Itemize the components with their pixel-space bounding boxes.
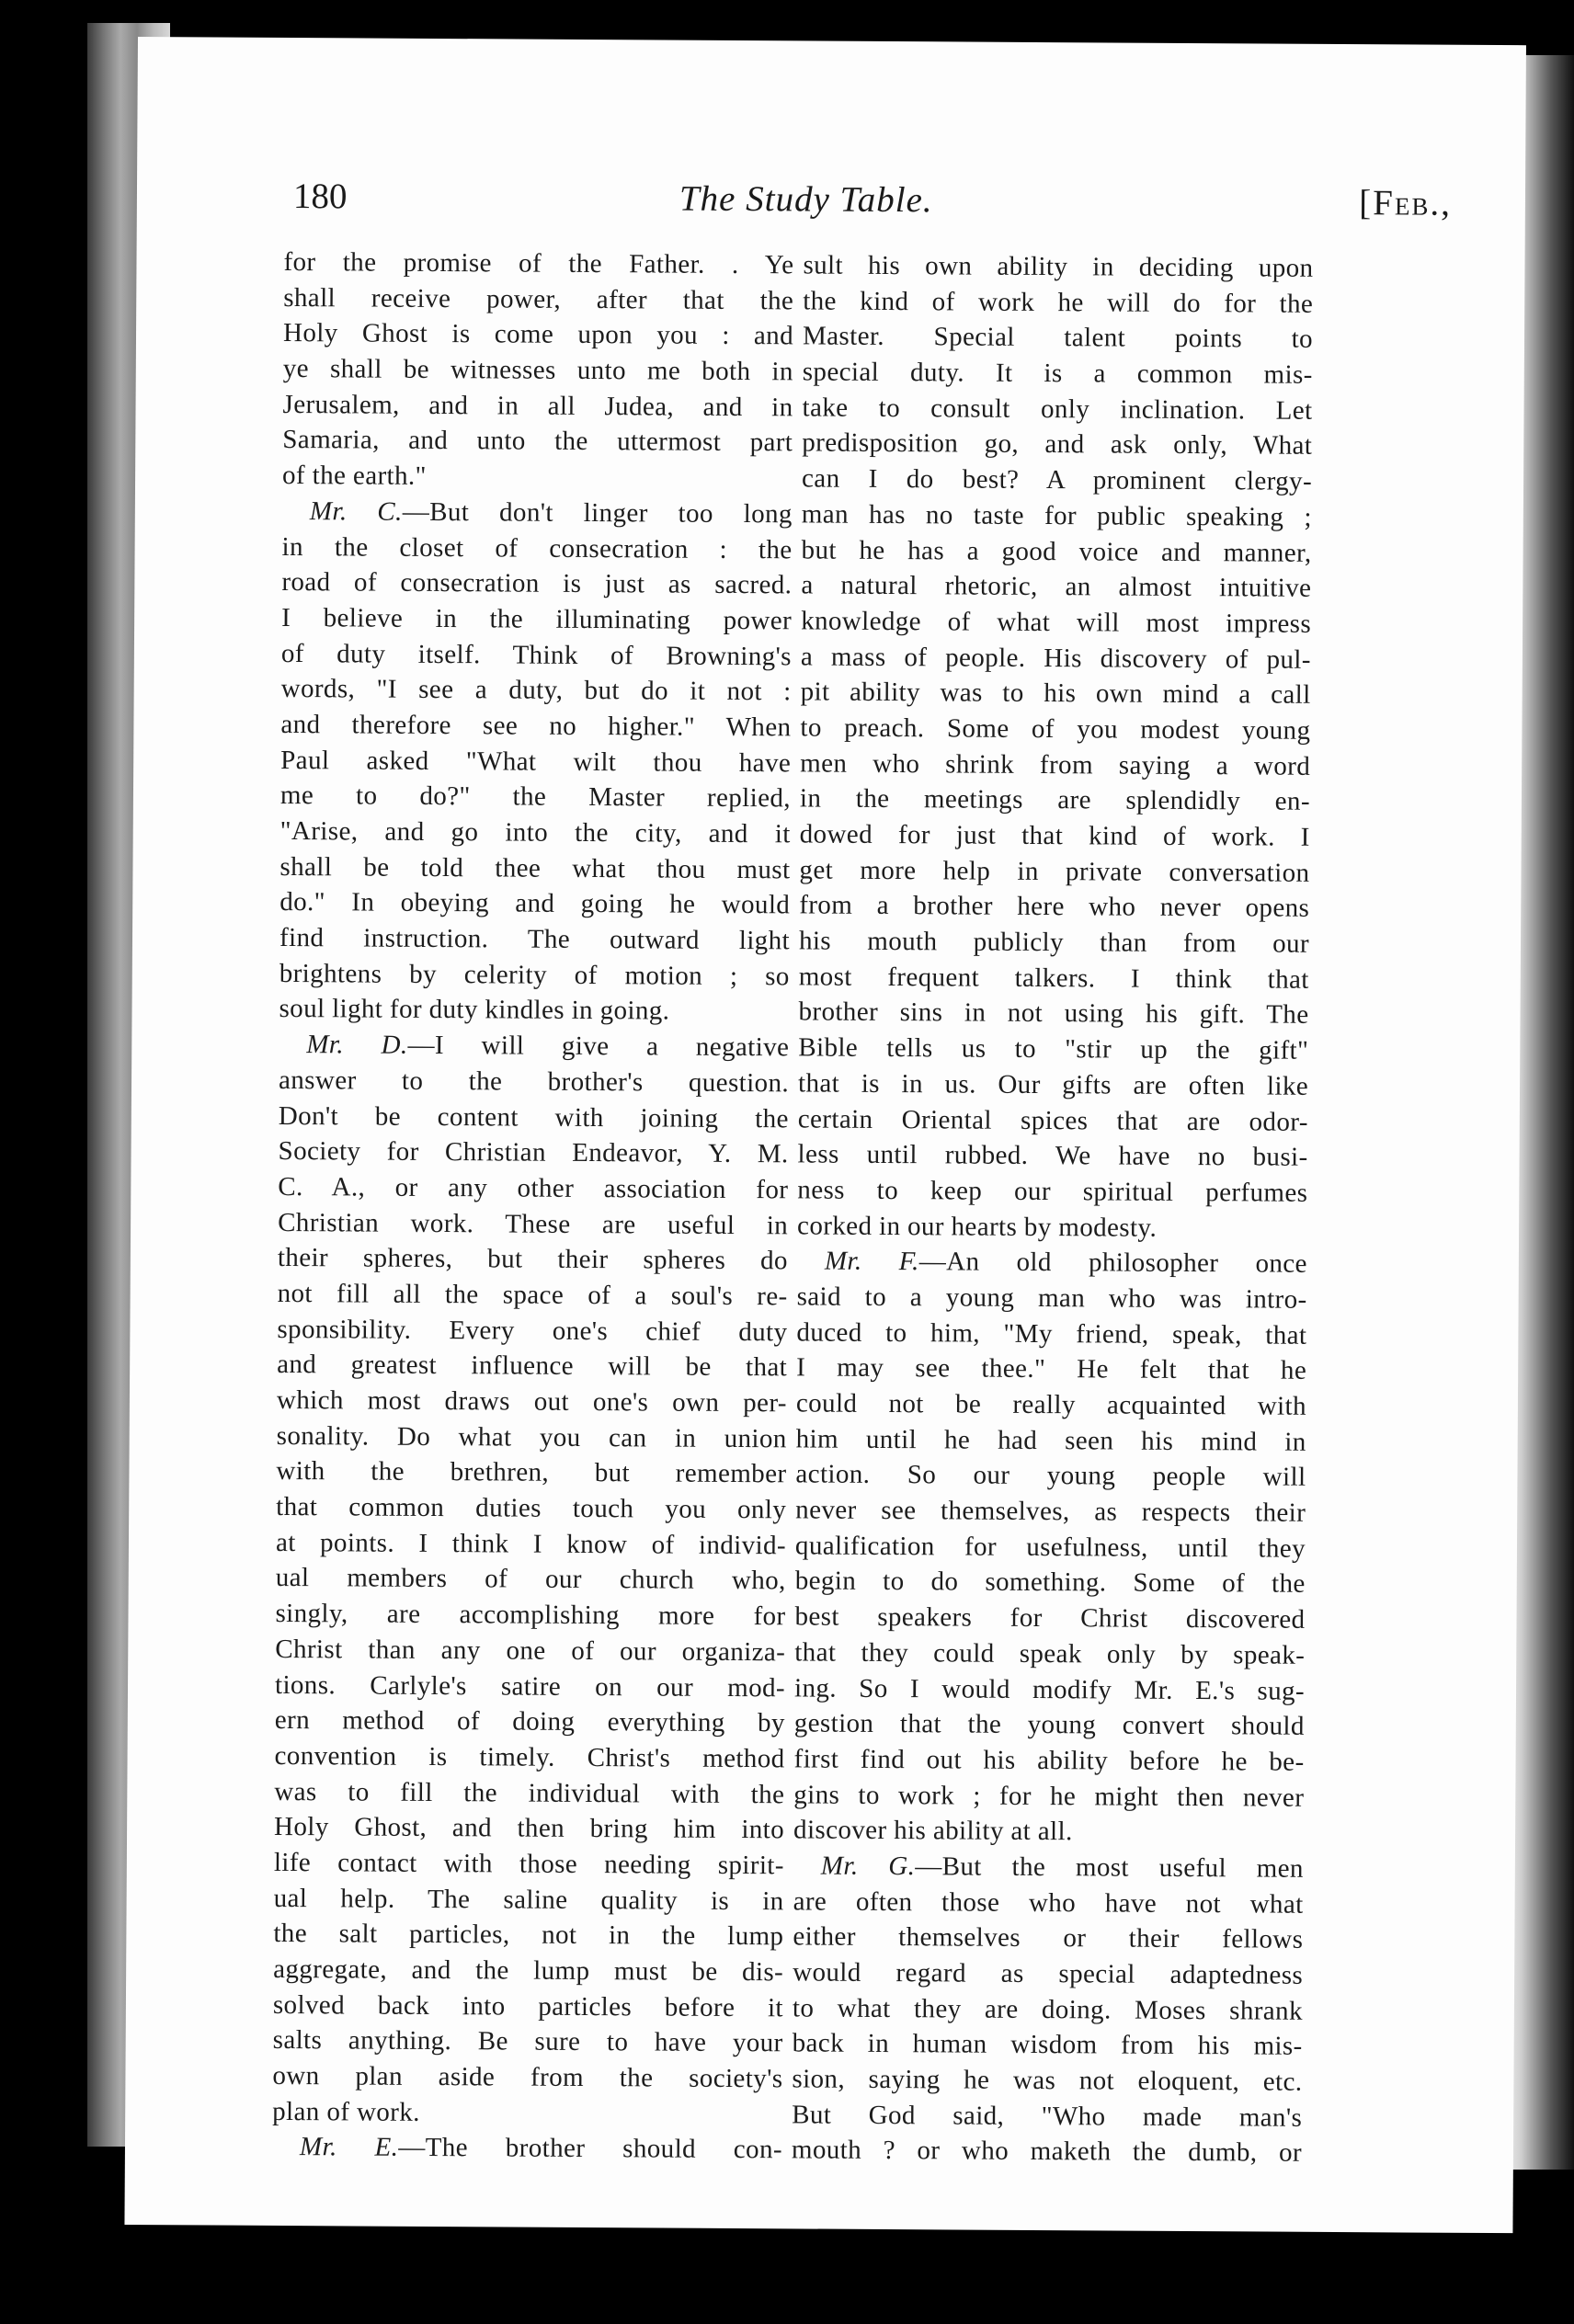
text-line (275, 1703, 785, 1741)
text-line (278, 1134, 788, 1172)
text-line (802, 426, 1312, 464)
text-line (798, 1065, 1308, 1104)
text-line (275, 1667, 785, 1705)
text-line (792, 2133, 1302, 2171)
text-line (800, 746, 1310, 784)
text-line (281, 564, 792, 603)
text-line (798, 995, 1308, 1033)
text-line (279, 991, 789, 1030)
line-text: ye shall be witnesses unto me both in (282, 354, 793, 387)
line-text: would regard as special adaptedness (793, 1957, 1304, 1990)
line-text: that is in us. Our gifts are often like (797, 1068, 1309, 1101)
line-text: in the closet of consecration : the (281, 531, 793, 564)
text-line (272, 2129, 782, 2168)
text-line (795, 1457, 1306, 1496)
line-text: Jerusalem, and in all Judea, and in (282, 389, 793, 423)
line-text: less until rubbed. We have no busi- (797, 1139, 1308, 1172)
text-line (282, 422, 793, 461)
text-line (792, 2061, 1302, 2100)
text-line (281, 529, 792, 567)
line-text: "Arise, and go into the city, and it (279, 815, 791, 849)
line-text: men who shrink from saying a word (800, 748, 1311, 781)
text-line (281, 636, 792, 675)
line-text: said to a young man who was intro- (796, 1282, 1307, 1315)
text-line (802, 461, 1312, 500)
text-line (279, 1027, 789, 1065)
line-text: certain Oriental spices that are odor- (797, 1103, 1308, 1137)
line-text: qualification for usefulness, until they (794, 1531, 1306, 1564)
line-text: salts anything. Be sure to have your (272, 2025, 783, 2058)
text-line (803, 319, 1313, 358)
text-line (797, 1137, 1307, 1176)
text-line (281, 671, 792, 710)
text-line (274, 1774, 784, 1813)
text-line (278, 1169, 788, 1208)
text-line (279, 920, 790, 959)
line-text: action. So our young people will (795, 1459, 1306, 1493)
line-text: a natural rhetoric, an almost intuitive (801, 570, 1312, 603)
text-line (801, 639, 1311, 678)
text-line (276, 1453, 786, 1492)
line-text: his mouth publicly than from our (798, 926, 1310, 959)
text-line (801, 603, 1311, 642)
text-line (277, 1383, 787, 1421)
line-text: the salt particles, not in the lump (273, 1919, 784, 1952)
line-text: and greatest influence will be that (277, 1350, 788, 1383)
line-text: sponsibility. Every one's chief duty (277, 1314, 788, 1347)
text-line (273, 1916, 783, 1954)
text-line (799, 923, 1309, 962)
text-line (797, 1172, 1307, 1211)
text-line (279, 956, 790, 995)
line-text: —I will give a negative (407, 1030, 790, 1063)
line-text: the kind of work he will do for the (803, 286, 1314, 319)
line-text: corked in our hearts by modesty. (797, 1210, 1158, 1243)
line-text: are often those who have not what (793, 1886, 1304, 1920)
line-text: at points. I think I know of individ- (275, 1527, 787, 1561)
line-text: begin to do something. Some of the (794, 1566, 1306, 1600)
text-line (280, 743, 791, 781)
text-line (283, 280, 793, 319)
text-line (279, 849, 790, 888)
line-text: find instruction. The outward light (279, 923, 791, 956)
text-line (793, 1777, 1304, 1816)
line-text: best speakers for Christ discovered (794, 1601, 1306, 1635)
line-text: from a brother here who never opens (799, 890, 1310, 924)
line-text: can I do best? A prominent clergy- (801, 463, 1313, 496)
text-line (280, 814, 791, 852)
text-line (800, 710, 1310, 748)
line-text: not fill all the space of a soul's re- (277, 1278, 788, 1312)
line-text: soul light for duty kindles in going. (279, 994, 670, 1026)
text-line (796, 1385, 1306, 1424)
text-line (277, 1347, 787, 1385)
line-text: shall receive power, after that the (283, 282, 794, 316)
text-line (793, 1848, 1304, 1886)
line-text: gestion that the young convert should (793, 1708, 1305, 1741)
line-text: me to do?" the Master replied, (279, 780, 792, 814)
text-line (797, 1208, 1307, 1247)
speaker-name: Mr. C. (309, 496, 403, 527)
line-text: get more help in private conversation (799, 855, 1310, 888)
line-text: a mass of people. His discovery of pul- (800, 641, 1311, 675)
text-line (796, 1315, 1306, 1353)
text-line (274, 1881, 784, 1920)
text-line (793, 1741, 1304, 1780)
line-text: shall be told thee what thou must (279, 851, 791, 885)
text-line (279, 1098, 789, 1136)
line-text: But God said, "Who made man's (792, 2100, 1303, 2133)
text-column-left (272, 245, 794, 2168)
text-line (793, 1884, 1304, 1922)
text-line (794, 1706, 1305, 1745)
line-text: Society for Christian Endeavor, Y. M. (278, 1136, 789, 1169)
text-line (279, 1063, 789, 1101)
text-line (282, 494, 793, 532)
line-text: with the brethren, but remember (276, 1456, 787, 1489)
line-text: ern method of doing everything by (274, 1705, 785, 1738)
text-line (272, 2094, 782, 2133)
line-text: singly, are accomplishing more for (275, 1599, 786, 1632)
text-line (792, 2097, 1302, 2136)
line-text: —But don't linger too long (402, 496, 793, 530)
line-text: —But the most useful men (915, 1851, 1304, 1884)
text-line (793, 1920, 1303, 1958)
line-text: never see themselves, as respects their (795, 1495, 1306, 1528)
line-text: Christian work. These are useful in (278, 1207, 789, 1240)
speaker-name: Mr. D. (306, 1030, 408, 1060)
running-header (293, 176, 1452, 247)
text-line (794, 1635, 1305, 1673)
text-line (803, 283, 1313, 322)
line-text: convention is timely. Christ's method (274, 1740, 785, 1774)
line-text: brightens by celerity of motion ; so (279, 958, 790, 992)
text-line (281, 600, 792, 639)
line-text: aggregate, and the lump must be dis- (273, 1954, 784, 1988)
text-line (793, 2026, 1303, 2065)
text-line (279, 884, 790, 923)
text-line (278, 1240, 788, 1279)
line-text: brother sins in not using his gift. The (798, 997, 1309, 1031)
line-text: sonality. Do what you can in union (276, 1420, 787, 1454)
text-line (800, 816, 1310, 855)
text-line (798, 1031, 1308, 1069)
line-text: ness to keep our spiritual perfumes (797, 1175, 1308, 1208)
line-text: man has no taste for public speaking ; (801, 499, 1312, 532)
line-text: knowledge of what will most impress (801, 606, 1312, 639)
text-line (272, 2058, 782, 2097)
running-title: The Study Table. (679, 178, 933, 221)
text-line (794, 1670, 1305, 1709)
line-text: in the meetings are splendidly en- (799, 783, 1311, 817)
text-line (283, 245, 793, 283)
line-text: ing. So I would modify Mr. E.'s sug- (793, 1672, 1306, 1706)
text-line (794, 1600, 1305, 1638)
line-text: —The brother should con- (398, 2133, 783, 2165)
line-text: —An old philosopher once (918, 1247, 1307, 1280)
text-line (275, 1632, 785, 1670)
line-text: I believe in the illuminating power (281, 602, 793, 636)
line-text: was to fill the individual with the (274, 1776, 785, 1809)
text-line (801, 532, 1311, 571)
line-text: dowed for just that kind of work. I (799, 819, 1310, 852)
line-text: mouth ? or who maketh the dumb, or (791, 2135, 1303, 2169)
text-line (282, 458, 793, 496)
text-line (283, 315, 793, 354)
text-line (274, 1738, 784, 1777)
line-text: first find out his ability before he be- (793, 1744, 1305, 1777)
text-line (802, 390, 1312, 428)
text-line (795, 1528, 1306, 1566)
text-line (282, 387, 793, 426)
text-line (795, 1492, 1306, 1531)
line-text: Samaria, and unto the uttermost part (282, 425, 793, 458)
text-line (277, 1312, 787, 1350)
line-text: special duty. It is a common mis- (802, 357, 1313, 390)
line-text: of the earth." (281, 461, 427, 492)
text-line (280, 707, 791, 746)
text-line (278, 1276, 788, 1315)
line-text: duced to him, "My friend, speak, that (796, 1317, 1307, 1350)
line-text: Master. Special talent points to (802, 321, 1314, 355)
line-text: for the promise of the Father. . Ye (283, 246, 794, 280)
line-text: him until he had seen his mind in (795, 1424, 1306, 1457)
text-line (274, 1809, 784, 1848)
line-text: that common duties touch you only (276, 1492, 787, 1525)
line-text: could not be really acquainted with (795, 1388, 1307, 1421)
line-text: sion, saying he was not eloquent, etc. (792, 2064, 1303, 2097)
line-text: words, "I see a duty, but do it not : (280, 674, 792, 707)
text-line (276, 1525, 786, 1564)
line-text: solved back into particles before it (272, 1989, 784, 2023)
text-line (795, 1564, 1306, 1602)
speaker-name: Mr. G. (820, 1851, 916, 1882)
line-text: take to consult only inclination. Let (802, 393, 1313, 426)
text-line (803, 247, 1313, 286)
text-line (801, 568, 1311, 607)
line-text: discover his ability at all. (793, 1815, 1073, 1847)
line-text: Holy Ghost, and then bring him into (274, 1812, 785, 1845)
speaker-name: Mr. F. (824, 1246, 919, 1277)
line-text: own plan aside from the society's (272, 2060, 783, 2094)
line-text: their spheres, but their spheres do (277, 1243, 788, 1276)
text-line (796, 1350, 1306, 1389)
text-column-right (792, 247, 1314, 2170)
line-text: Christ than any one of our organiza- (275, 1634, 786, 1668)
line-text: pit ability was to his own mind a call (800, 677, 1311, 711)
line-text: that they could speak only by speak- (794, 1637, 1306, 1670)
text-line (283, 351, 793, 390)
line-text: plan of work. (272, 2096, 420, 2127)
line-text: either themselves or their fellows (793, 1921, 1304, 1955)
text-line (800, 781, 1310, 820)
text-line (277, 1418, 787, 1457)
line-text: back in human wisdom from his mis- (792, 2028, 1303, 2062)
line-text: road of consecration is just as sacred. (281, 567, 793, 600)
line-text: of duty itself. Think of Browning's (280, 638, 792, 671)
line-text: sult his own ability in deciding upon (803, 250, 1314, 283)
book-page (124, 37, 1526, 2233)
text-line (273, 1952, 783, 1990)
text-line (793, 1990, 1303, 2029)
line-text: but he has a good voice and manner, (801, 534, 1312, 568)
text-line (799, 888, 1309, 927)
line-text: and therefore see no higher." When (280, 709, 792, 743)
line-text: ual members of our church who, (275, 1563, 786, 1596)
text-line (278, 1205, 788, 1244)
text-line (797, 1279, 1307, 1317)
line-text: do." In obeying and going he would (279, 887, 791, 920)
text-line (793, 1813, 1304, 1851)
line-text: I may see thee." He felt that he (796, 1352, 1307, 1386)
text-line (793, 1954, 1303, 1993)
line-text: gins to work ; for he might then never (793, 1779, 1305, 1813)
line-text: Don't be content with joining the (278, 1100, 789, 1134)
text-line (797, 1244, 1307, 1282)
text-line (274, 1845, 784, 1884)
line-text: most frequent talkers. I think that (798, 962, 1309, 995)
text-line (273, 1988, 783, 2026)
text-line (803, 354, 1313, 393)
text-line (801, 675, 1311, 713)
line-text: life contact with those needing spirit- (273, 1847, 784, 1881)
line-text: Paul asked "What wilt thou have (280, 745, 792, 778)
line-text: to preach. Some of you modest young (800, 712, 1311, 746)
text-line (276, 1489, 786, 1528)
line-text: to what they are doing. Moses shrank (792, 1993, 1304, 2026)
line-text: ual help. The saline quality is in (273, 1883, 784, 1916)
line-text: tions. Carlyle's satire on our mod- (274, 1669, 786, 1703)
text-line (802, 496, 1312, 535)
text-line (275, 1596, 785, 1635)
text-line (799, 959, 1309, 997)
line-text: which most draws out one's own per- (276, 1384, 788, 1418)
text-line (273, 2022, 783, 2061)
line-text: predisposition go, and ask only, What (802, 427, 1313, 461)
speaker-name: Mr. E. (299, 2132, 399, 2163)
line-text: C. A., or any other association for (278, 1171, 789, 1205)
running-month: [Feb., (1359, 183, 1453, 223)
text-line (799, 852, 1309, 891)
text-line (276, 1560, 786, 1599)
page-number: 180 (292, 177, 348, 217)
line-text: Holy Ghost is come upon you : and (282, 318, 794, 351)
line-text: Bible tells us to "stir up the gift" (798, 1032, 1309, 1065)
line-text: answer to the brother's question. (278, 1065, 790, 1099)
text-line (796, 1421, 1306, 1460)
text-line (798, 1101, 1308, 1140)
text-line (280, 778, 791, 816)
